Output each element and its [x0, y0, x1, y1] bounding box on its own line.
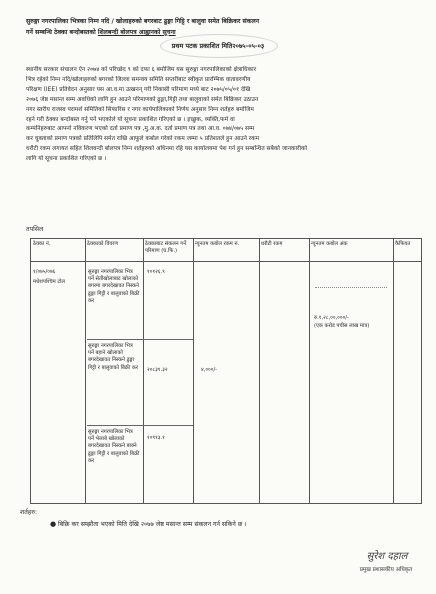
title-line-2-prefix: गर्ने सम्बन्धि ठेक्का बन्दोबस्तको: [26, 29, 98, 36]
body-line: भित्र रहेको निम्न नदि/खोलाहरुको बगरको जिल्ला समन्वय समिति सप्तरीबाट स्वीकृत प्रारम्भिक वातावरणीय: [26, 76, 251, 83]
header-min-bid-amount: न्यूनतम कबोल रकम रु.: [195, 241, 240, 247]
header-contract-no: ठेक्का नं.: [33, 241, 51, 247]
column-divider: [309, 239, 310, 503]
deposit-amount: ४,०००/-: [201, 367, 218, 373]
condition-item: [50, 520, 398, 529]
title-line-2-underlined: शिलबन्दी बोलपत्र आह्वानको सूचना: [97, 29, 176, 36]
row-divider: [87, 425, 193, 426]
body-line: लागि यो सूचना प्रकाशित गरिएको छ ।: [26, 156, 107, 163]
body-line: परिक्षण (IEE) प्रतिवेदन अनुसार यस आ.व.मा उत्खनन् गरी निकासी परिमाण मध्ये बाट २०७५/०५/०१ देखि: [26, 86, 251, 93]
body-line: कर चुक्ताको प्रमाण पत्रको प्रतिलिपि समेत राखि आफूले कबोल गरेको रकम जम्मा ५ प्रतिशतले हुन आउने रकम: [26, 136, 260, 143]
min-bid-words: (एक करोड पचीस लाख मात्र): [314, 323, 370, 329]
column-divider: [259, 239, 260, 503]
body-line: स्थानीय सरकार संचालन ऐन २०७४ को परिच्छेद ९ को दफा ६ बमोजिम यस सुरुङ्गा नगरपालिकाको क्षेत्राधिकार: [26, 67, 257, 73]
row-1-quantity: १०१२६.९: [147, 269, 165, 275]
column-divider: [193, 239, 194, 503]
column-divider: [143, 239, 144, 503]
publication-date: प्रथम पटक प्रकाशित मिति२०७५-०५-०३: [171, 42, 265, 50]
row-3-quantity: १०९१३.१: [147, 435, 165, 441]
header-remarks: कैफियत: [395, 241, 411, 247]
body-line: रहने गरी ठेक्का बन्दोबस्त गर्नु पर्ने भएकोले यो सूचना प्रकाशित गरिएको छ । इच्छुक, व्यक्ति,फर्म वा: [26, 116, 235, 123]
notice-body: [26, 66, 416, 165]
contract-location: मधेशपश्चिम टोल: [33, 279, 65, 285]
row-divider: [87, 339, 193, 340]
title-line-1: सुरुङ्गा नगरपालिका भित्रका निम्न नदि / खोलाहरुको बगरबाट ढुङ्गा गिट्टि र बालुवा समेत बिक्रिकर संकलन: [26, 18, 260, 25]
body-line: २०७६ जेष्ठ मसान्त सम्म अवधिको लागि हुन आउने परिमाणको ढुङ्गा,गिट्टी तथा बालुवाको समेत बिक्रिकर उठाउन: [26, 96, 259, 103]
header-quantity: ठेक्काबाट संकलन गर्ने परिमाण (घ.फि.): [145, 241, 187, 255]
contract-number: १/०७५/०७६: [33, 269, 56, 275]
conditions-label: शर्तहरु:: [20, 509, 38, 516]
signature-title: प्रमुख प्रशासकीय अधिकृत: [359, 567, 413, 573]
body-line: धरौटी रकम लगायत सहित शिलवन्दी बोलपत्र निम्न शर्तहरुको अधिनमा रहि यस कार्यालयमा पेश गर्न हुन सम्बन्धित सबैको जानकारीको: [26, 146, 308, 153]
row-2-description: सुरुङ्गा नगरपालिका भित्र पर्ने बहाने खोलाको बगरदेखावत निस्कने ढुङ्गा गिट्टी र बालुवाको बिक्री कर: [88, 343, 138, 371]
body-line: नगर स्तरीय राजस्व परामर्श समितिको सिफारिस र नगर कार्यपालिकाको निर्णय अनुसार निम्न शर्तहरु बमोजिम: [26, 106, 254, 113]
contract-table: [30, 238, 422, 504]
min-bid-amount: रु.१,२८,००,०००/-: [314, 315, 349, 321]
column-divider: [393, 239, 394, 503]
row-2-quantity: २०८३१.३२: [147, 367, 168, 373]
blank-fill-line: [315, 287, 387, 288]
row-1-description: सुरुङ्गा नगरपालिका भित्र पर्ने सेतीखोलाबाट खोलाको बगरमा बगरदेखावत निस्कने ढुङ्गा गिट्टी र बालुवाको बिक्री कर: [88, 269, 140, 304]
header-deposit: धरौटी रकम: [261, 241, 283, 247]
header-divider: [31, 261, 421, 262]
header-description: ठेक्काको विवरण: [87, 241, 119, 247]
column-divider: [85, 239, 86, 503]
row-3-description: सुरुङ्गा नगरपालिका भित्र पर्ने भेलाबे खोलाको बगरदेखावत निस्कने बाक्ने ढुङ्गा गिट्टी र बालुवाको बिक्री कर: [88, 429, 140, 464]
header-min-bid: न्यूनतम कबोल अंक: [311, 241, 348, 247]
signature-name: सुरेश दहाल: [366, 551, 408, 562]
bullet-icon: ●: [50, 520, 57, 528]
condition-text: बिक्रि कर सम्झौता भएको मिति देखि २०७७ जेष्ठ मसान्त सम्म संकलन गर्न सकिने छ ।: [58, 521, 247, 528]
body-line: कम्पनिहरुबाट आफ्नो नविकरण भएको दर्ता प्रमाण पत्र ,मु.अ.क. दर्ता प्रमाण पत्र तथा आ.व. ०७४/०७५ सम्म: [26, 126, 255, 133]
schedule-label: तपसिल: [26, 226, 44, 233]
